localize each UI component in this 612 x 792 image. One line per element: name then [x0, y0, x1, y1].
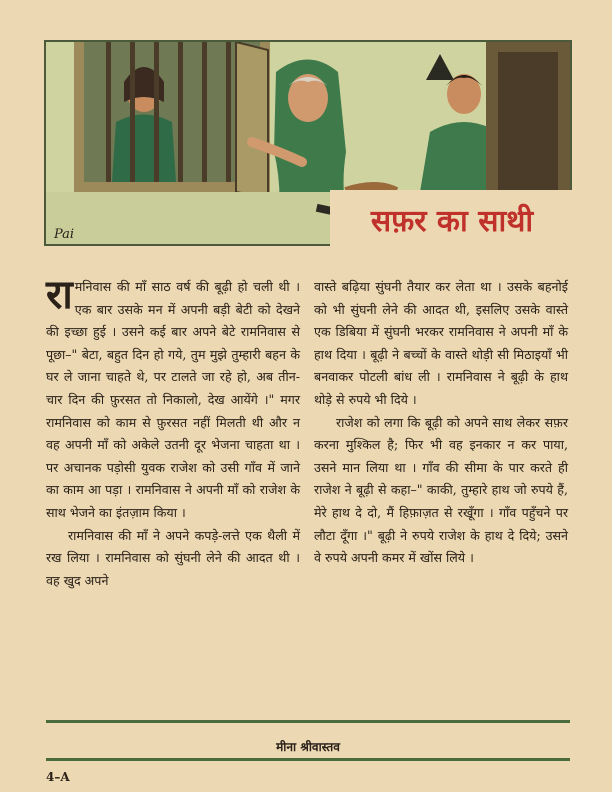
paragraph: रामनिवास की माँ ने अपने कपड़े-लत्ते एक थैली में रख लिया । रामनिवास को सुंघनी लेने की आदत थी । वह खुद अपने: [46, 527, 300, 588]
title-box: [330, 190, 574, 248]
drop-cap: रा: [46, 271, 73, 318]
paragraph: वास्ते बढ़िया सुंघनी तैयार कर लेता था । उसके बहनोई को भी सुंघनी लेने की आदत थी, इसलिए उसके वास्ते एक डिबिया में सुंघनी भरकर रामनिवास ने अपनी माँ के हाथ दिया । बूढ़ी ने बच्चों के वास्ते थोड़ी सी मिठाइयाँ भी बनवाकर पोटली बांध ली । रामनिवास ने बूढ़ी के हाथ थोड़े से रुपये भी दिये ।: [314, 279, 568, 407]
divider-top: [46, 720, 570, 723]
paragraph-text: मनिवास की माँ साठ वर्ष की बूढ़ी हो चली थी । एक बार उसके मन में अपनी बड़ी बेटी को देखने की इच्छा हुई । उसने कई बार अपने बेटे रामनिवास से पूछा–" बेटा, बहुत दिन हो गये, तुम मुझे तुम्हारी बहन के घर ले जाना चाहते थे, पर टालते जा रहे हो, अब तीन-चार दिन की फ़ुरसत तो निकालो, देख आयेंगे ।" मगर रामनिवास को काम से फ़ुरसत नहीं मिलती थी और न वह अपनी माँ को अकेले उतनी दूर भेजना चाहता था । पर अचानक पड़ोसी युवक राजेश को उसी गाँव में जाने का काम आ पड़ा । रामनिवास ने अपनी माँ को राजेश के साथ भेजने का इंतज़ाम किया ।: [46, 279, 300, 520]
paragraph: [46, 271, 300, 525]
author-name: मीना श्रीवास्तव: [276, 740, 340, 754]
illustrator-signature: Pai: [54, 227, 75, 242]
text-column-left: [46, 271, 300, 592]
divider-bottom: [46, 758, 570, 761]
text-column-right: [314, 276, 568, 570]
paragraph: राजेश को लगा कि बूढ़ी को अपने साथ लेकर सफ़र करना मुश्किल है; फिर भी वह इनकार न कर पाया, उसने मान लिया था । गाँव की सीमा के पार करते ही राजेश ने बूढ़ी से कहा–" काकी, तुम्हारे हाथ जो रुपये हैं, मेरे हाथ दे दो, मैं हिफ़ाज़त से रखूँगा । गाँव पहुँचने पर लौटा दूँगा ।" बूढ़ी ने रुपये राजेश के हाथ दे दिये; उसने वे रुपये अपनी कमर में खोंस लिये ।: [314, 414, 568, 566]
page-number: 4–A: [46, 770, 70, 784]
story-title: सफ़र का साथी: [370, 203, 534, 239]
